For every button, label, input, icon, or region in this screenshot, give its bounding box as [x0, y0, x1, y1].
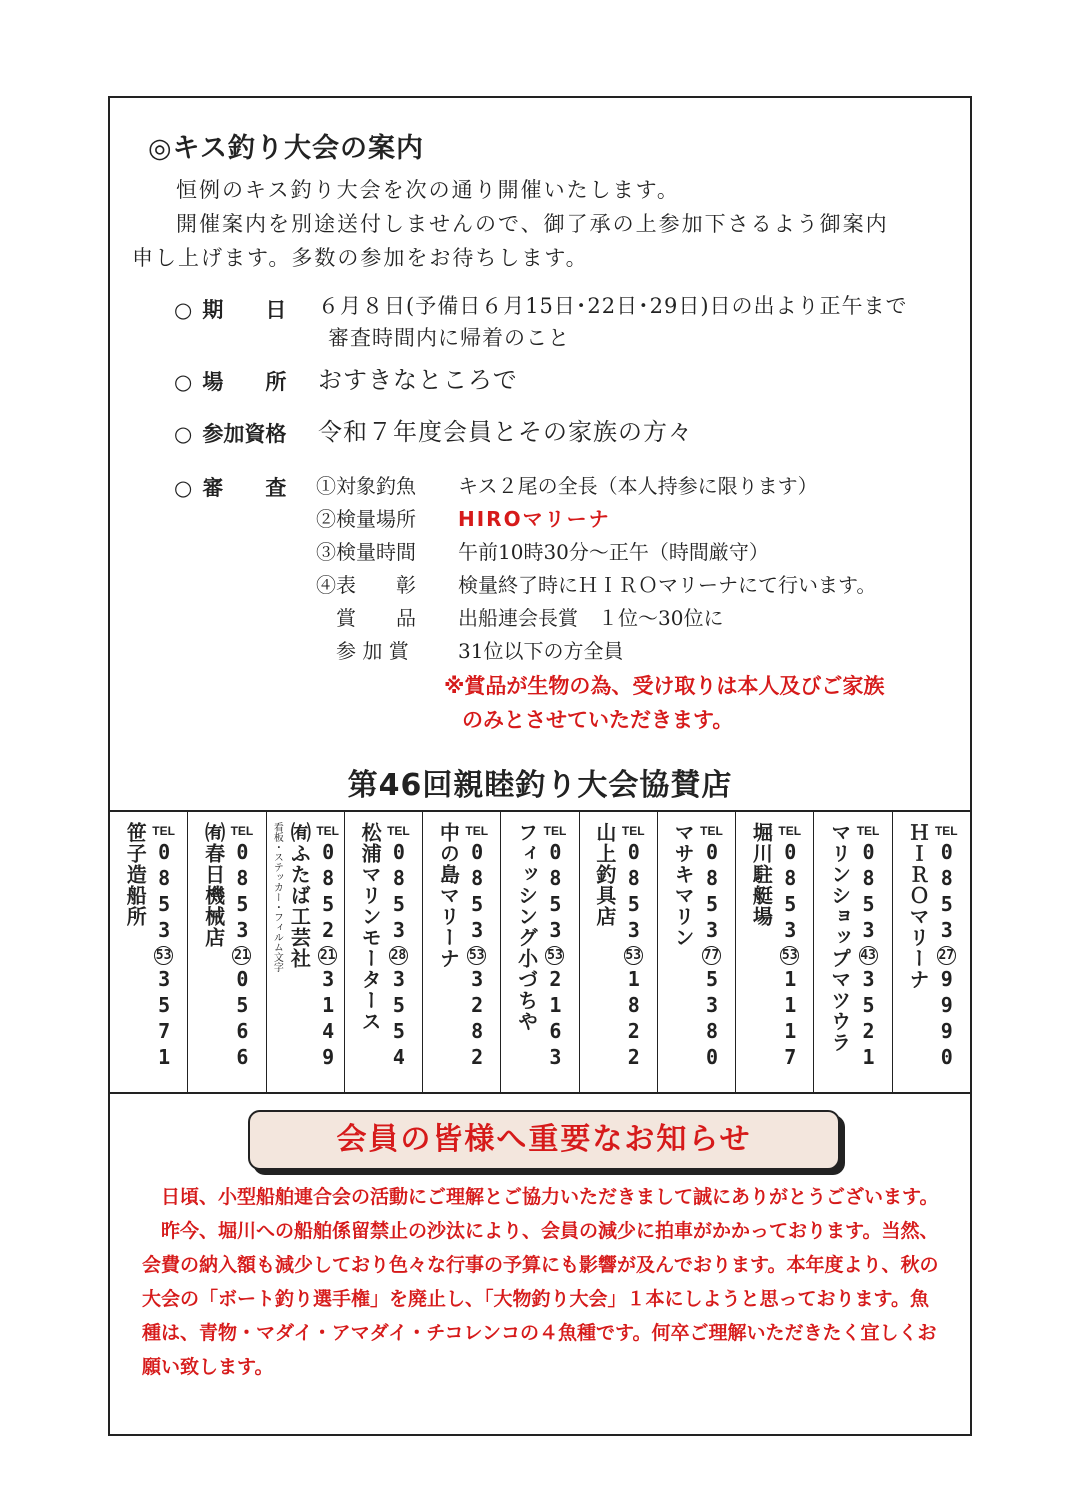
- date-label: ○ 期 日: [174, 298, 287, 322]
- judging-row: 参 加 賞 31位以下の方全員: [316, 639, 624, 663]
- judging-label: ○ 審 査: [174, 476, 287, 500]
- eligibility-label: ○ 参加資格: [174, 422, 287, 446]
- place-label: ○ 場 所: [174, 370, 287, 394]
- sponsor-phone: TEL 0853 21 0566: [230, 824, 255, 1071]
- intro-line-1: 恒例のキス釣り大会を次の通り開催いたします。: [176, 178, 680, 202]
- sponsor-cell: [110, 812, 188, 1092]
- sponsor-cell: [580, 812, 658, 1092]
- sponsor-phone: TEL 0853 53 3571: [152, 824, 177, 1071]
- sponsor-cell: [345, 812, 423, 1092]
- sponsor-cell: [267, 812, 345, 1092]
- sponsor-phone: TEL 0853 43 3521: [856, 824, 881, 1071]
- judging-row: ②検量場所 HIROマリーナ: [316, 507, 611, 531]
- sponsor-phone: TEL 0853 53 1117: [778, 824, 803, 1071]
- date-note: 審査時間内に帰着のこと: [328, 326, 570, 350]
- sponsor-cell: [423, 812, 501, 1092]
- judging-row: 賞 品 出船連会長賞 １位～30位に: [316, 606, 724, 630]
- sponsor-name: マリンショップマツウラ: [827, 822, 852, 1053]
- sponsor-name: ㈲ふたば工芸社: [287, 822, 312, 969]
- sponsor-cell: [658, 812, 736, 1092]
- place-value: おすきなところで: [318, 366, 518, 394]
- judging-row: ①対象釣魚 キス２尾の全長（本人持参に限ります）: [316, 474, 818, 498]
- intro-line-2: 開催案内を別途送付しませんので、御了承の上参加下さるよう御案内: [176, 212, 889, 236]
- intro-line-3: 申し上げます。多数の参加をお待ちします。: [132, 246, 589, 270]
- sponsor-phone: TEL 0853 53 1822: [621, 824, 646, 1071]
- sponsor-cell: [814, 812, 892, 1092]
- sponsor-phone: TEL 0852 21 3149: [316, 824, 341, 1071]
- sponsor-table: [110, 810, 970, 1094]
- notice-frame: [108, 96, 972, 1436]
- sponsor-title: 第46回親睦釣り大会協賛店: [347, 768, 733, 803]
- sponsor-name: マサキマリン: [671, 822, 696, 948]
- sponsor-name: 山上釣具店: [592, 822, 617, 927]
- sponsor-phone: TEL 0853 27 9990: [934, 824, 959, 1071]
- sponsor-name: フィッシング小づちや: [514, 822, 539, 1032]
- sponsor-phone: TEL 0853 77 5380: [699, 824, 724, 1071]
- date-value: ６月８日(予備日６月15日･22日･29日)日の出より正午まで: [318, 294, 908, 318]
- sponsor-name: 松浦マリンモータース: [358, 822, 383, 1032]
- sponsor-name: ㈲春日機械店: [201, 822, 226, 948]
- sponsor-phone: TEL 0853 53 3282: [465, 824, 490, 1071]
- prize-note-line-2: のみとさせていただきます。: [462, 708, 734, 732]
- sponsor-phone: TEL 0853 53 2163: [543, 824, 568, 1071]
- sponsor-cell: [188, 812, 266, 1092]
- eligibility-value: 令和７年度会員とその家族の方々: [318, 418, 693, 446]
- sponsor-name: 笹子造船所: [123, 822, 148, 927]
- sponsor-name: 中の島マリーナ: [436, 822, 461, 969]
- sponsor-cell: [736, 812, 814, 1092]
- page-title: ◎キス釣り大会の案内: [148, 133, 425, 164]
- notice-paragraph-1: 日頃、小型船舶連合会の活動にご理解とご協力いただきまして誠にありがとうございます。: [142, 1186, 939, 1208]
- prize-note-line-1: ※賞品が生物の為、受け取りは本人及びご家族: [444, 674, 885, 698]
- sponsor-phone: TEL 0853 28 3554: [386, 824, 411, 1071]
- sponsor-cell: [893, 812, 970, 1092]
- judging-row: ④表 彰 検量終了時にＨＩＲＯマリーナにて行います。: [316, 573, 877, 597]
- notice-body: [142, 1180, 942, 1384]
- sponsor-cell: [501, 812, 579, 1092]
- notice-paragraph-2: 昨今、堀川への船舶係留禁止の沙汰により、会員の減少に拍車がかかっております。当然、会費の納入額も減少しており色々な行事の予算にも影響が及んでおります。本年度より、秋の大会の「ボート釣り選手権」を廃止し、「大物釣り大会」１本にしようと思っております。魚種は、青物・マダイ・アマダイ・チコレンコの４魚種です。何卒ご理解いただきたく宜しくお願い致します。: [142, 1220, 939, 1378]
- judging-row: ③検量時間 午前10時30分～正午（時間厳守）: [316, 540, 769, 564]
- sponsor-subtitle: 看板・ステッカー・フィルム文字: [271, 822, 283, 972]
- sponsor-name: 堀川駐艇場: [749, 822, 774, 927]
- important-notice-banner: 会員の皆様へ重要なお知らせ: [248, 1110, 840, 1170]
- sponsor-name: ＨＩＲＯマリーナ: [905, 822, 930, 990]
